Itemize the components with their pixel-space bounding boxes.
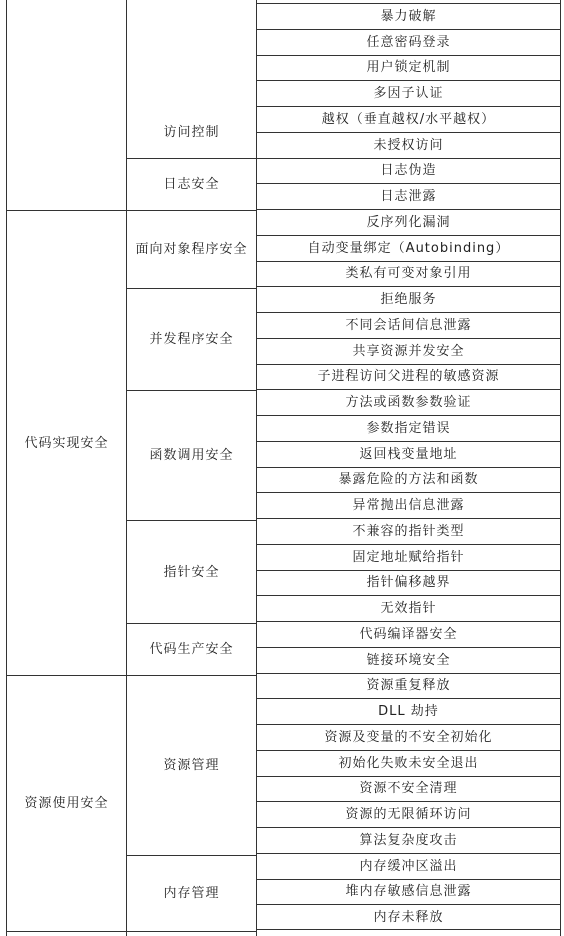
- category-column: [7, 0, 127, 936]
- subcategory-cell: 日志安全: [127, 158, 256, 210]
- item-cell: 用户锁定机制: [257, 55, 560, 81]
- item-cell: 返回栈变量地址: [257, 441, 560, 467]
- item-cell: 堆内存敏感信息泄露: [257, 879, 560, 905]
- item-cell: 资源及变量的不安全初始化: [257, 724, 560, 750]
- category-cell: [7, 0, 126, 210]
- item-cell: 方法或函数参数验证: [257, 389, 560, 415]
- item-cell: 内存缓冲区溢出: [257, 853, 560, 879]
- item-cell: 参数指定错误: [257, 415, 560, 441]
- item-cell: 算法复杂度攻击: [257, 827, 560, 853]
- item-cell: 固定地址赋给指针: [257, 544, 560, 570]
- item-cell: 初始化失败未安全退出: [257, 750, 560, 776]
- subcategory-cell: 函数调用安全: [127, 390, 256, 520]
- item-cell: 任意密码登录: [257, 29, 560, 55]
- item-cell: DLL 劫持: [257, 698, 560, 724]
- item-cell: 类私有可变对象引用: [257, 261, 560, 287]
- subcategory-cell: 代码生产安全: [127, 623, 256, 675]
- category-cell: 代码实现安全: [7, 210, 126, 675]
- item-cell: 日志泄露: [257, 183, 560, 209]
- item-cell: 无效指针: [257, 595, 560, 621]
- item-cell: 内存未释放: [257, 904, 560, 930]
- item-cell: 多因子认证: [257, 80, 560, 106]
- item-cell: 异常抛出信息泄露: [257, 492, 560, 518]
- item-cell: 资源重复释放: [257, 673, 560, 699]
- item-cell: 链接环境安全: [257, 647, 560, 673]
- item-cell: 子进程访问父进程的敏感资源: [257, 364, 560, 390]
- item-cell: 资源的无限循环访问: [257, 801, 560, 827]
- item-cell: 不兼容的指针类型: [257, 518, 560, 544]
- item-cell: 暴露危险的方法和函数: [257, 467, 560, 493]
- item-cell: 日志伪造: [257, 158, 560, 184]
- item-cell: 越权（垂直越权/水平越权）: [257, 106, 560, 132]
- item-cell: 未授权访问: [257, 132, 560, 158]
- item-cell: 暴力破解: [257, 3, 560, 29]
- item-cell: 代码编译器安全: [257, 621, 560, 647]
- category-cell: 资源使用安全: [7, 675, 126, 932]
- subcategory-cell: 并发程序安全: [127, 288, 256, 390]
- subcategory-cell: 资源管理: [127, 675, 256, 855]
- item-cell: 资源不安全清理: [257, 776, 560, 802]
- security-requirements-table: [6, 0, 561, 936]
- item-cell: 自动变量绑定（Autobinding）: [257, 235, 560, 261]
- item-cell: 共享资源并发安全: [257, 338, 560, 364]
- item-column: [257, 0, 560, 936]
- item-cell: 不同会话间信息泄露: [257, 312, 560, 338]
- subcategory-column: [127, 0, 257, 936]
- subcategory-cell: 访问控制: [163, 125, 220, 140]
- subcategory-cell: 内存管理: [127, 855, 256, 932]
- subcategory-cell: 面向对象程序安全: [127, 210, 256, 288]
- item-cell: 拒绝服务: [257, 286, 560, 312]
- item-cell: 指针偏移越界: [257, 570, 560, 596]
- subcategory-cell: 指针安全: [127, 520, 256, 623]
- item-cell: 反序列化漏洞: [257, 209, 560, 235]
